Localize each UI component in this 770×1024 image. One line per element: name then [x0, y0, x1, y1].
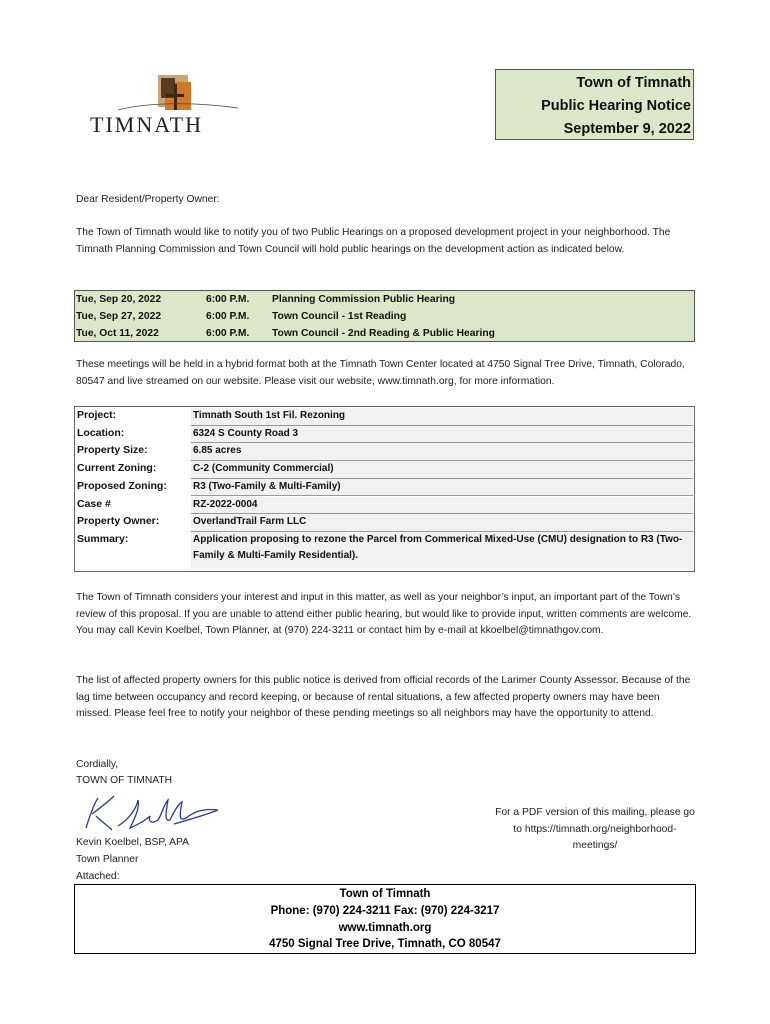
records-paragraph: The list of affected property owners for this public notice is derived from official records of the Larimer County Assessor. Because of the lag time between occupancy and record keeping, or because of rental situations, a few affected property owners may have been missed. Please feel free to notify your neighbor of these pending meetings so all neighbors may have the opportunity to attend. — [76, 675, 691, 719]
hybrid-paragraph: These meetings will be held in a hybrid format both at the Timnath Town Center located at 4750 Signal Tree Drive, Timnath, Colorado, 80547 and live streamed on our website. Please visit our website, www.timnath.org, for more information. — [76, 359, 685, 387]
attached-label: Attached: — [76, 871, 120, 882]
interest-paragraph: The Town of Timnath considers your interest and input in this matter, as well as your neighbor’s input, an important part of the Town’s review of this proposal. If you are unable to attend either public hearing, but would like to provide input, written comments are welcome. You may call Kevin Koelbel, Town Planner, at (970) 224-3211 or contact him by e-mail at kkoelbel@timnathgov.com. — [76, 592, 692, 636]
meetings-table — [74, 290, 695, 342]
detail-value: R3 (Two-Family & Multi-Family) — [191, 479, 693, 497]
meeting-date: Tue, Sep 27, 2022 — [76, 311, 162, 322]
footer-contact-box — [74, 884, 696, 954]
footer-phone-fax: Phone: (970) 224-3211 Fax: (970) 224-3217 — [270, 904, 500, 917]
meeting-description: Town Council - 1st Reading — [272, 311, 407, 322]
detail-label: Property Owner: — [77, 515, 160, 528]
detail-label: Summary: — [77, 532, 129, 545]
project-details-table — [74, 406, 695, 572]
greeting: Dear Resident/Property Owner: — [76, 194, 220, 205]
meeting-date: Tue, Sep 20, 2022 — [76, 294, 162, 305]
detail-value: 6324 S County Road 3 — [191, 426, 693, 444]
detail-value: RZ-2022-0004 — [191, 497, 693, 515]
meeting-time: 6:00 P.M. — [206, 311, 250, 322]
detail-label: Property Size: — [77, 444, 148, 457]
detail-value: C-2 (Community Commercial) — [191, 461, 693, 479]
detail-value: 6.85 acres — [191, 443, 693, 461]
detail-value: Timnath South 1st Fil. Rezoning — [191, 408, 693, 426]
meeting-date: Tue, Oct 11, 2022 — [76, 328, 159, 339]
header-town: Town of Timnath — [576, 75, 691, 91]
signer-name: Kevin Koelbel, BSP, APA — [76, 837, 189, 848]
detail-summary-value: Application proposing to rezone the Parcel from Commerical Mixed-Use (CMU) designation to R3 (Two-Family & Multi-Family Residential). — [191, 532, 693, 569]
pdf-note: For a PDF version of this mailing, please go to https://timnath.org/neighborhood-meetings/ — [495, 807, 695, 851]
detail-label: Current Zoning: — [77, 462, 157, 475]
detail-label: Case # — [77, 497, 111, 510]
intro-paragraph: The Town of Timnath would like to notify you of two Public Hearings on a proposed development project in your neighborhood. The Timnath Planning Commission and Town Council will hold public hearings on the development action as indicated below. — [76, 227, 671, 255]
detail-label: Proposed Zoning: — [77, 479, 167, 492]
footer-website: www.timnath.org — [338, 921, 432, 934]
detail-value: OverlandTrail Farm LLC — [191, 514, 693, 532]
meeting-time: 6:00 P.M. — [206, 328, 250, 339]
header-date: September 9, 2022 — [563, 121, 691, 137]
signer-title: Town Planner — [76, 854, 139, 865]
notice-header — [495, 69, 694, 140]
detail-label: Location: — [77, 426, 125, 439]
header-title: Public Hearing Notice — [541, 98, 691, 114]
meeting-time: 6:00 P.M. — [206, 294, 250, 305]
signature-icon — [78, 790, 228, 840]
detail-label: Project: — [77, 409, 117, 421]
signature — [78, 790, 228, 840]
meeting-description: Planning Commission Public Hearing — [272, 294, 456, 305]
footer-address: 4750 Signal Tree Drive, Timnath, CO 80547 — [269, 938, 501, 951]
meeting-description: Town Council - 2nd Reading & Public Hearing — [272, 328, 495, 339]
logo-wordmark: TIMNATH — [90, 112, 203, 137]
footer-town: Town of Timnath — [339, 888, 431, 900]
closing-cordially: Cordially, — [76, 759, 119, 770]
closing-town: TOWN OF TIMNATH — [76, 775, 173, 786]
